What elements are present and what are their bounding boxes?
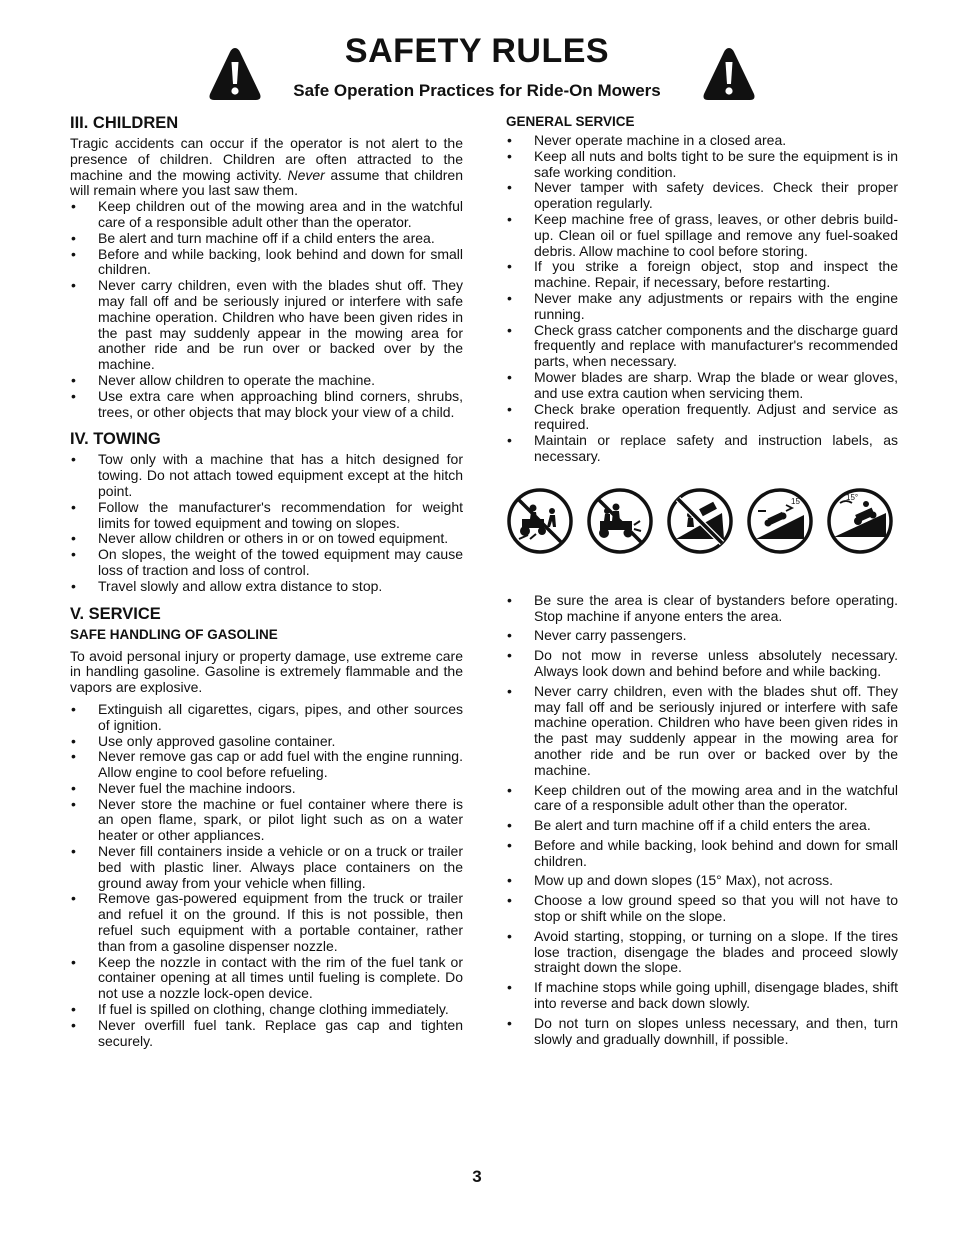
- warning-triangle-icon: [702, 46, 756, 102]
- children-intro: [70, 136, 463, 199]
- safety-pictogram-row: [506, 487, 898, 555]
- list-item: • Never allow children or others in or on towed equipment.: [70, 531, 463, 547]
- list-item: • Before and while backing, look behind and down for small children.: [70, 247, 463, 279]
- list-item: • Never carry children, even with the blades shut off. They may fall off and be seriously injured or interfere with safe machine operation. Children who have been given rides in the past may suddenly appear in the mowing area for another ride and be run over or backed over by the machine.: [70, 278, 463, 373]
- list-item: • Mower blades are sharp. Wrap the blade or wear gloves, and use extra caution when servicing them.: [506, 370, 898, 402]
- list-item: • Do not mow in reverse unless absolutely necessary. Always look down and behind before and while backing.: [506, 648, 898, 680]
- slope-angle-label: 15°: [791, 496, 804, 506]
- gasoline-intro: To avoid personal injury or property damage, use extreme care in handling gasoline. Gasoline is extremely flammable and the vapors are explosive.: [70, 647, 463, 696]
- list-item: • Never overfill fuel tank. Replace gas cap and tighten securely.: [70, 1018, 463, 1050]
- list-item: • Be alert and turn machine off if a child enters the area.: [506, 818, 898, 834]
- list-item: • Choose a low ground speed so that you will not have to stop or shift while on the slope.: [506, 893, 898, 925]
- page-subtitle: Safe Operation Practices for Ride-On Mowers: [293, 81, 661, 100]
- children-heading: III. CHILDREN: [70, 114, 179, 132]
- list-item: • Never fill containers inside a vehicle or on a truck or trailer bed with plastic liner. Always place containers on the ground away from your vehicle when filling.: [70, 844, 463, 891]
- list-item: • If you strike a foreign object, stop and inspect the machine. Repair, if necessary, before restarting.: [506, 259, 898, 291]
- list-item: • Check brake operation frequently. Adjust and service as required.: [506, 402, 898, 434]
- list-item: • Keep all nuts and bolts tight to be sure the equipment is in safe working condition.: [506, 149, 898, 181]
- children-intro-text: Tragic accidents can occur if the operator is not alert to the presence of children. Children are often attracted to the machine and the mowing activity.: [70, 135, 463, 183]
- operation-list: [506, 593, 898, 1048]
- no-passengers-icon: [586, 487, 654, 555]
- list-item: • Mow up and down slopes (15° Max), not across.: [506, 873, 898, 889]
- list-item: • Do not turn on slopes unless necessary, and then, turn slowly and gradually downhill, if possible.: [506, 1016, 898, 1048]
- list-item: • Tow only with a machine that has a hitch designed for towing. Do not attach towed equipment except at the hitch point.: [70, 452, 463, 499]
- children-list: [70, 199, 463, 420]
- list-item: • On slopes, the weight of the towed equipment may cause loss of traction and loss of control.: [70, 547, 463, 579]
- list-item: • Be sure the area is clear of bystanders before operating. Stop machine if anyone enters the area.: [506, 593, 898, 625]
- list-item: • Keep the nozzle in contact with the rim of the fuel tank or container opening at all times until fueling is complete. Do not use a nozzle lock-open device.: [70, 955, 463, 1002]
- list-item: • Use extra care when approaching blind corners, shrubs, trees, or other objects that may block your view of a child.: [70, 389, 463, 421]
- list-item: • Remove gas-powered equipment from the truck or trailer and refuel it on the ground. If this is not possible, then refuel such equipment with a portable container, rather than from a gasoline dispenser nozzle.: [70, 891, 463, 954]
- no-bystanders-icon: [506, 487, 574, 555]
- no-children-icon: [666, 487, 734, 555]
- list-item: • If fuel is spilled on clothing, change clothing immediately.: [70, 1002, 463, 1018]
- list-item: • Extinguish all cigarettes, cigars, pipes, and other sources of ignition.: [70, 702, 463, 734]
- page-number: 3: [472, 1167, 482, 1186]
- list-item: • Check grass catcher components and the discharge guard frequently and replace with manufacturer's recommended parts, when necessary.: [506, 323, 898, 370]
- general-service-list: [506, 133, 898, 465]
- list-item: • Never store the machine or fuel container where there is an open flame, spark, or pilot light such as on a water heater or other appliances.: [70, 797, 463, 844]
- list-item: • Never remove gas cap or add fuel with the engine running. Allow engine to cool before refueling.: [70, 749, 463, 781]
- slope-max-icon: [826, 487, 894, 555]
- list-item: • If machine stops while going uphill, disengage blades, shift into reverse and back down slowly.: [506, 980, 898, 1012]
- page-title: SAFETY RULES: [344, 32, 610, 70]
- list-item: • Never make any adjustments or repairs with the engine running.: [506, 291, 898, 323]
- towing-heading: IV. TOWING: [70, 430, 161, 449]
- list-item: • Never tamper with safety devices. Check their proper operation regularly.: [506, 180, 898, 212]
- list-item: • Keep children out of the mowing area and in the watchful care of a responsible adult other than the operator.: [70, 199, 463, 231]
- list-item: • Never allow children to operate the machine.: [70, 373, 463, 389]
- right-column: [506, 114, 898, 1051]
- list-item: • Follow the manufacturer's recommendation for weight limits for towed equipment and towing on slopes.: [70, 500, 463, 532]
- slope-up-down-icon: [746, 487, 814, 555]
- left-column: [70, 114, 463, 1049]
- service-heading: V. SERVICE: [70, 604, 161, 623]
- list-item: • Keep children out of the mowing area and in the watchful care of a responsible adult other than the operator.: [506, 783, 898, 815]
- list-item: • Before and while backing, look behind and down for small children.: [506, 838, 898, 870]
- general-service-heading: GENERAL SERVICE: [506, 114, 635, 129]
- gasoline-subheading: SAFE HANDLING OF GASOLINE: [70, 626, 278, 642]
- slope-angle-label: 15°: [846, 492, 859, 502]
- gasoline-list: [70, 702, 463, 1050]
- list-item: • Keep machine free of grass, leaves, or other debris build-up. Clean oil or fuel spillage and remove any fuel-soaked debris. Allow machine to cool before storing.: [506, 212, 898, 259]
- children-intro-text-end: assume that children will remain where you last saw them.: [70, 166, 463, 199]
- children-intro-emphasis: Never: [287, 166, 325, 183]
- list-item: • Travel slowly and allow extra distance to stop.: [70, 579, 463, 595]
- list-item: • Use only approved gasoline container.: [70, 734, 463, 750]
- list-item: • Never carry children, even with the blades shut off. They may fall off and be seriously injured or interfere with safe machine operation. Children who have been given rides in the past may suddenly appear in the mowing area for another ride and be run over or backed over by the machine.: [506, 684, 898, 779]
- list-item: • Maintain or replace safety and instruction labels, as necessary.: [506, 433, 898, 465]
- list-item: • Be alert and turn machine off if a child enters the area.: [70, 231, 463, 247]
- list-item: • Never fuel the machine indoors.: [70, 781, 463, 797]
- towing-list: [70, 452, 463, 594]
- list-item: • Never carry passengers.: [506, 628, 898, 644]
- list-item: • Never operate machine in a closed area.: [506, 133, 898, 149]
- list-item: • Avoid starting, stopping, or turning on a slope. If the tires lose traction, disengage the blades and proceed slowly straight down the slope.: [506, 929, 898, 976]
